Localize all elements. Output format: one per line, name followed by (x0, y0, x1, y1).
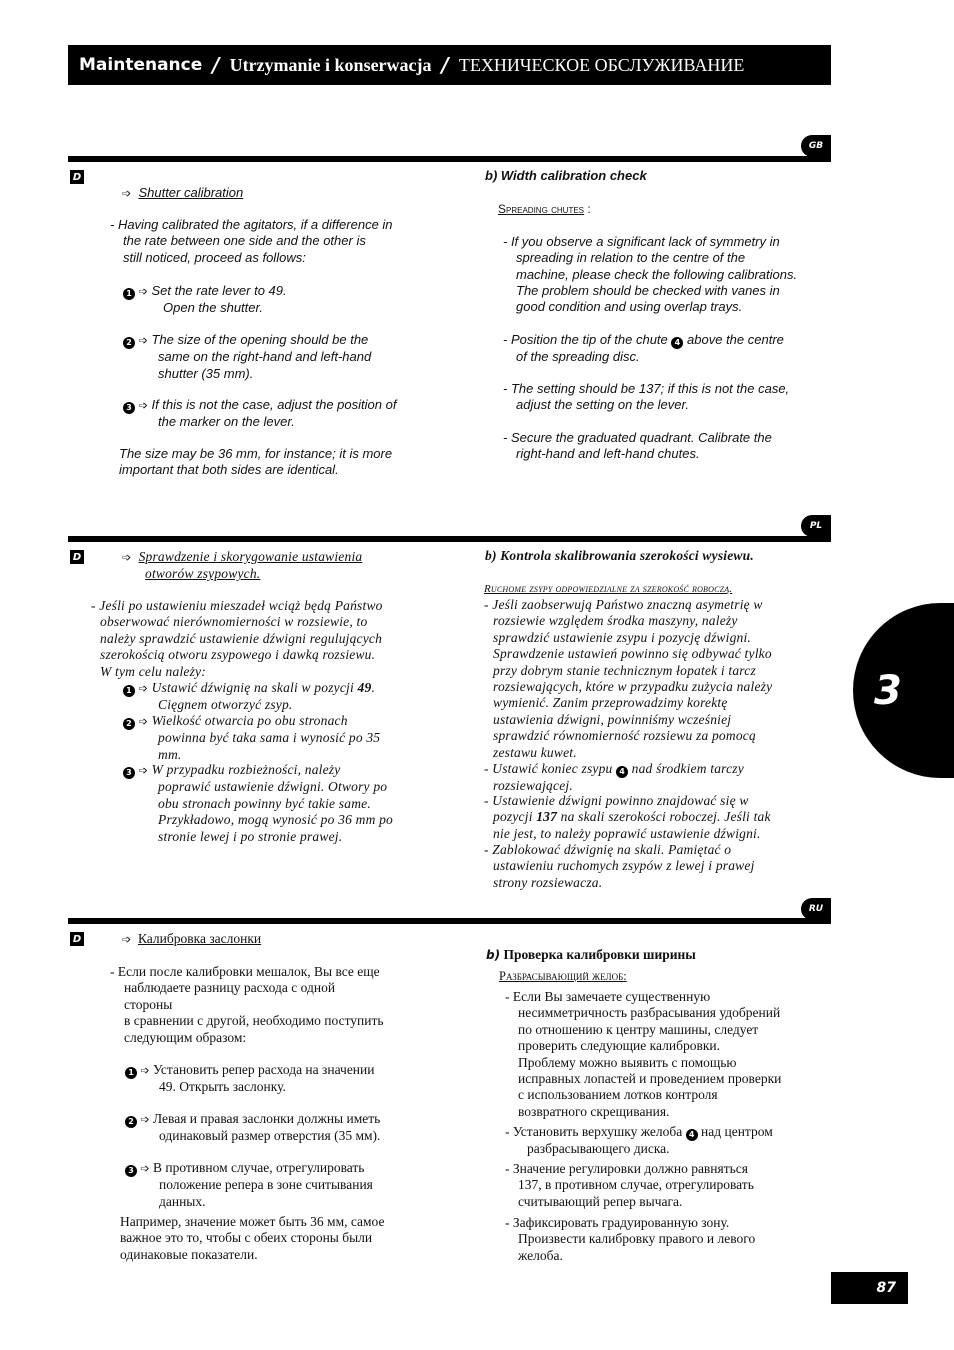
gb-right-item-1: - If you observe a significant lack of symmetry in spreading in relation to the centre of the machine, please check the following calibrations. The problem should be checked with vanes in good condition and using overlap trays. (503, 234, 798, 315)
ru-step-2: 2 ➩ Левая и правая заслонки должны иметь одинаковый размер отверстия (35 мм). (125, 1111, 380, 1145)
gb-step-3: 3 ➩ If this is not the case, adjust the position of the marker on the lever. (123, 397, 396, 431)
arrow-icon: ➩ (122, 551, 132, 564)
pl-right-title: b) Kontrola skalibrowania szerokości wysiewu. (485, 548, 754, 563)
callout-3-icon: 3 (125, 1165, 137, 1177)
gb-left-title: ➩ Shutter calibration (122, 185, 244, 200)
ru-right-subtitle: Разбрасывающий желоб: (499, 969, 627, 983)
gb-right-title: b) Width calibration check (485, 168, 647, 183)
title-pl: Utrzymanie i konserwacja (229, 54, 432, 75)
ru-note: Например, значение может быть 36 мм, самое важное это то, чтобы с обеих стороны были одинаковые показатели. (120, 1214, 385, 1262)
page-number: 87 (831, 1272, 908, 1304)
arrow-icon: ➩ (138, 715, 148, 728)
lang-tag-pl: PL (801, 515, 831, 537)
title-en: Maintenance (79, 55, 203, 75)
callout-2-icon: 2 (123, 337, 135, 349)
arrow-icon: ➩ (138, 764, 148, 777)
arrow-icon: ➩ (138, 399, 148, 412)
gb-right-item-4: - Secure the graduated quadrant. Calibrate the right-hand and left-hand chutes. (503, 430, 772, 462)
arrow-icon: ➩ (140, 1064, 150, 1077)
section-rule-ru (68, 918, 831, 924)
arrow-icon: ➩ (140, 1162, 150, 1175)
pl-step-1: 1 ➩ Ustawić dźwignię na skali w pozycji 49. Cięgnem otworzyć zsyp. (123, 680, 375, 714)
callout-4-icon: 4 (686, 1129, 698, 1141)
chapter-tab (853, 603, 954, 778)
pl-right-subtitle: Ruchome zsypy odpowiedzialne za szerokość roboczą. (484, 583, 733, 595)
ru-step-1: 1 ➩ Установить репер расхода на значении 49. Открыть заслонку. (125, 1062, 375, 1096)
section-rule-pl (68, 536, 831, 542)
callout-1-icon: 1 (125, 1067, 137, 1079)
arrow-icon: ➩ (138, 682, 148, 695)
arrow-icon: ➩ (122, 187, 132, 200)
gb-intro: - Having calibrated the agitators, if a difference in the rate between one side and the other is still noticed, proceed as follows: (110, 217, 393, 265)
title-ru: ТЕХНИЧЕСКОЕ ОБСЛУЖИВАНИЕ (458, 54, 745, 75)
gb-right-subtitle: Spreading chutes : (498, 202, 591, 216)
pl-step-3: 3 ➩ W przypadku rozbieżności, należy poprawić ustawienie dźwigni. Otwory po obu stronach powinny być takie same. Przykładowo, mogą wynosić po 36 mm po stronie lewej i po stronie prawej. (123, 762, 393, 845)
d-marker: D (70, 932, 84, 946)
pl-intro: - Jeśli po ustawieniu mieszadeł wciąż będą Państwo obserwować nierównomierności w rozsiewie, to należy sprawdzić ustawienie dźwigni regulujących szerokością otworu zsypowego i dawką rozsiewu. W tym celu należy: (91, 598, 383, 679)
title-separator: / (212, 53, 220, 77)
ru-right-item-1: - Если Вы замечаете существенную несимметричность разбрасывания удобрений по отношению к центру машины, следует проверить следующие калибровки. Проблему можно выявить с помощью исправных лопастей и проведением проверки с использованием лотков контроля возвратного скрещивания. (505, 989, 782, 1119)
arrow-icon: ➩ (140, 1113, 150, 1126)
header-bar (68, 45, 831, 85)
callout-1-icon: 1 (123, 288, 135, 300)
callout-2-icon: 2 (123, 718, 135, 730)
ru-intro: - Если после калибровки мешалок, Вы все еще наблюдаете разницу расхода с одной стороны в сравнении с другой, необходимо поступить следующим образом: (110, 964, 384, 1045)
gb-right-item-3: - The setting should be 137; if this is not the case, adjust the setting on the lever. (503, 381, 790, 413)
gb-step-2: 2 ➩ The size of the opening should be the same on the right-hand and left-hand shutter (35 mm). (123, 332, 371, 382)
ru-left-title: ➩ Калибровка заслонки (122, 931, 262, 946)
gb-right-item-2: - Position the tip of the chute 4 above the centre of the spreading disc. (503, 332, 784, 364)
callout-3-icon: 3 (123, 402, 135, 414)
callout-4-icon: 4 (616, 766, 628, 778)
section-rule-gb (68, 156, 831, 162)
callout-3-icon: 3 (123, 767, 135, 779)
ru-right-title: b) Проверка калибровки ширины (486, 947, 696, 962)
gb-note: The size may be 36 mm, for instance; it is more important that both sides are identical. (119, 446, 393, 478)
gb-step-1: 1 ➩ Set the rate lever to 49. Open the shutter. (123, 283, 287, 317)
ru-step-3: 3 ➩ В противном случае, отрегулировать положение репера в зоне считывания данных. (125, 1160, 373, 1210)
callout-1-icon: 1 (123, 685, 135, 697)
ru-right-item-3: - Значение регулировки должно равняться 137, в противном случае, отрегулировать считывающий репер вычага. (505, 1161, 754, 1209)
arrow-icon: ➩ (138, 285, 148, 298)
lang-tag-ru: RU (801, 898, 831, 920)
pl-step-2: 2 ➩ Wielkość otwarcia po obu stronach powinna być taka sama i wynosić po 35 mm. (123, 713, 380, 763)
pl-left-title: ➩ Sprawdzenie i skorygowanie ustawienia otworów zsypowych. (122, 549, 363, 582)
d-marker: D (70, 170, 84, 184)
callout-2-icon: 2 (125, 1116, 137, 1128)
lang-tag-gb: GB (801, 135, 831, 157)
title-separator: / (441, 53, 449, 77)
pl-right-item-2: - Ustawić koniec zsypu 4 nad środkiem tarczy rozsiewającej. (484, 761, 744, 793)
arrow-icon: ➩ (138, 334, 148, 347)
pl-right-item-4: - Zablokować dźwignię na skali. Pamiętać o ustawieniu ruchomych zsypów z lewej i prawej strony rozsiewacza. (484, 842, 755, 890)
pl-right-item-3: - Ustawienie dźwigni powinno znajdować się w pozycji 137 na skali szerokości roboczej. Jeśli tak nie jest, to należy poprawić ustawienie dźwigni. (484, 793, 771, 841)
chapter-number: 3 (874, 667, 902, 714)
callout-4-icon: 4 (671, 337, 683, 349)
arrow-icon: ➩ (122, 933, 132, 946)
d-marker: D (70, 550, 84, 564)
ru-right-item-2: - Установить верхушку желоба 4 над центром разбрасывающего диска. (505, 1124, 773, 1156)
ru-right-item-4: - Зафиксировать градуированную зону. Произвести калибровку правого и левого желоба. (505, 1215, 756, 1263)
pl-right-item-1: - Jeśli zaobserwują Państwo znaczną asymetrię w rozsiewie względem środka maszyny, należy sprawdzić ustawienie zsypu i pozycję dźwigni. Sprawdzenie ustawień powinno się odbywać tylko przy dobrym stanie technicznym łopatek i tarcz rozsiewających, które w przypadku zużycia należy wymienić. Zanim przeprowadzimy korektę ustawienia dźwigni, powinniśmy wcześniej sprawdzić równomierność rozsiewu za pomocą zestawu kuwet. (484, 597, 773, 760)
